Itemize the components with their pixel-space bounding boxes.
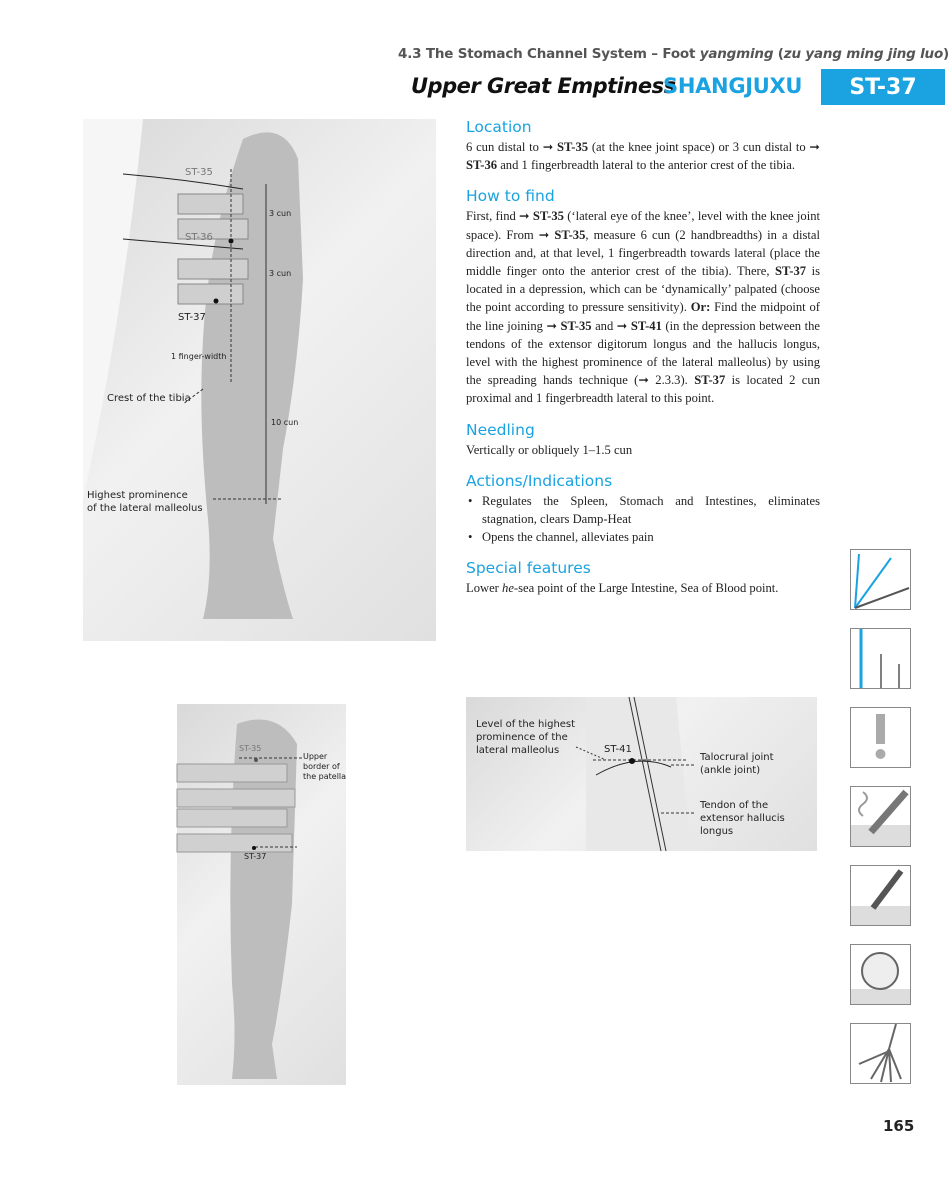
point-code-badge: ST-37 [821, 69, 945, 105]
how-to-find-heading: How to find [466, 187, 555, 206]
page-number: 165 [883, 1117, 915, 1135]
label-tendon-3: longus [700, 826, 734, 837]
label-st37: ST-37 [244, 852, 267, 861]
needle-depth-icon [850, 628, 911, 689]
label-level-1: Level of the highest [476, 719, 576, 730]
special-features-text: Lower he-sea point of the Large Intestine, Sea of Blood point. [466, 581, 779, 596]
knee-hands-photo [177, 704, 346, 1085]
skeleton-hand-icon [850, 1023, 911, 1084]
label-3-cun-lower: 3 cun [269, 269, 292, 278]
cupping-icon [850, 944, 911, 1005]
label-patella-3: the patella [303, 772, 347, 781]
label-level-3: lateral malleolus [476, 745, 560, 756]
leg-illustration [83, 119, 436, 641]
needle-angle-icon [850, 549, 911, 610]
label-10-cun: 10 cun [271, 418, 299, 427]
actions-list [466, 492, 820, 547]
location-text: 6 cun distal to ➞ ST-35 (at the knee joint space) or 3 cun distal to ➞ ST-36 and 1 fingerbreadth lateral to the anterior crest of the tibia. [466, 140, 820, 173]
ankle-photo [466, 697, 817, 851]
point-pinyin: SHANGJUXU [663, 74, 803, 98]
label-st41: ST-41 [604, 744, 632, 755]
location-heading: Location [466, 118, 532, 136]
leg-photo-main [83, 119, 436, 641]
list-item: • Regulates the Spleen, Stomach and Intestines, eliminates stagnation, clears Damp-Heat [466, 492, 820, 528]
text-column [466, 116, 820, 609]
label-malleolus-1: Highest prominence [87, 490, 188, 501]
point-title: Upper Great Emptiness [411, 74, 676, 98]
label-talocrural-2: (ankle joint) [700, 765, 761, 776]
how-to-find-text: First, find ➞ ST-35 (‘lateral eye of the knee’, level with the knee joint space). From ➞ ST-35, measure 6 cun (2 handbreadths) in a distal direction and, at that level, 1 fingerbreadth towards lateral (place the middle finger onto the anterior crest of the tibia). There, ST-37 is located in a depression, which can be ‘dynamically’ palpated (choose the point according to pressure sensitivity). Or: Find the midpoint of the line joining ➞ ST-35 and ➞ ST-41 (in the depression between the tendons of the extensor digitorum longus and the hallucis longus, level with the highest prominence of the lateral malleolus) by using the spreading hands technique (➞ 2.3.3). ST-37 is located 2 cun proximal and 1 fingerbreadth lateral to this point. [466, 209, 821, 406]
list-item: • Opens the channel, alleviates pain [466, 528, 820, 546]
label-crest-tibia: Crest of the tibia [107, 393, 191, 404]
label-level-2: prominence of the [476, 732, 568, 743]
label-malleolus-2: of the lateral malleolus [87, 503, 203, 514]
needling-text: Vertically or obliquely 1–1.5 cun [466, 442, 633, 457]
label-patella-2: border of [303, 762, 340, 771]
needle-insertion-icon [850, 865, 911, 926]
label-st36: ST-36 [185, 232, 213, 243]
label-st35: ST-35 [185, 167, 213, 178]
caution-icon [850, 707, 911, 768]
special-features-heading: Special features [466, 559, 591, 578]
needling-heading: Needling [466, 420, 535, 439]
label-talocrural-1: Talocrural joint [700, 752, 774, 763]
label-tendon-2: extensor hallucis [700, 813, 785, 824]
label-patella-1: Upper [303, 752, 328, 761]
label-3-cun-upper: 3 cun [269, 209, 292, 218]
moxibustion-icon [850, 786, 911, 847]
label-st37: ST-37 [178, 312, 206, 323]
label-st35: ST-35 [239, 744, 262, 753]
running-header: 4.3 The Stomach Channel System – Foot yangming (zu yang ming jing luo) [398, 46, 949, 62]
label-tendon-1: Tendon of the [700, 800, 769, 811]
actions-heading: Actions/Indications [466, 471, 613, 490]
label-finger-width: 1 finger-width [171, 352, 227, 361]
